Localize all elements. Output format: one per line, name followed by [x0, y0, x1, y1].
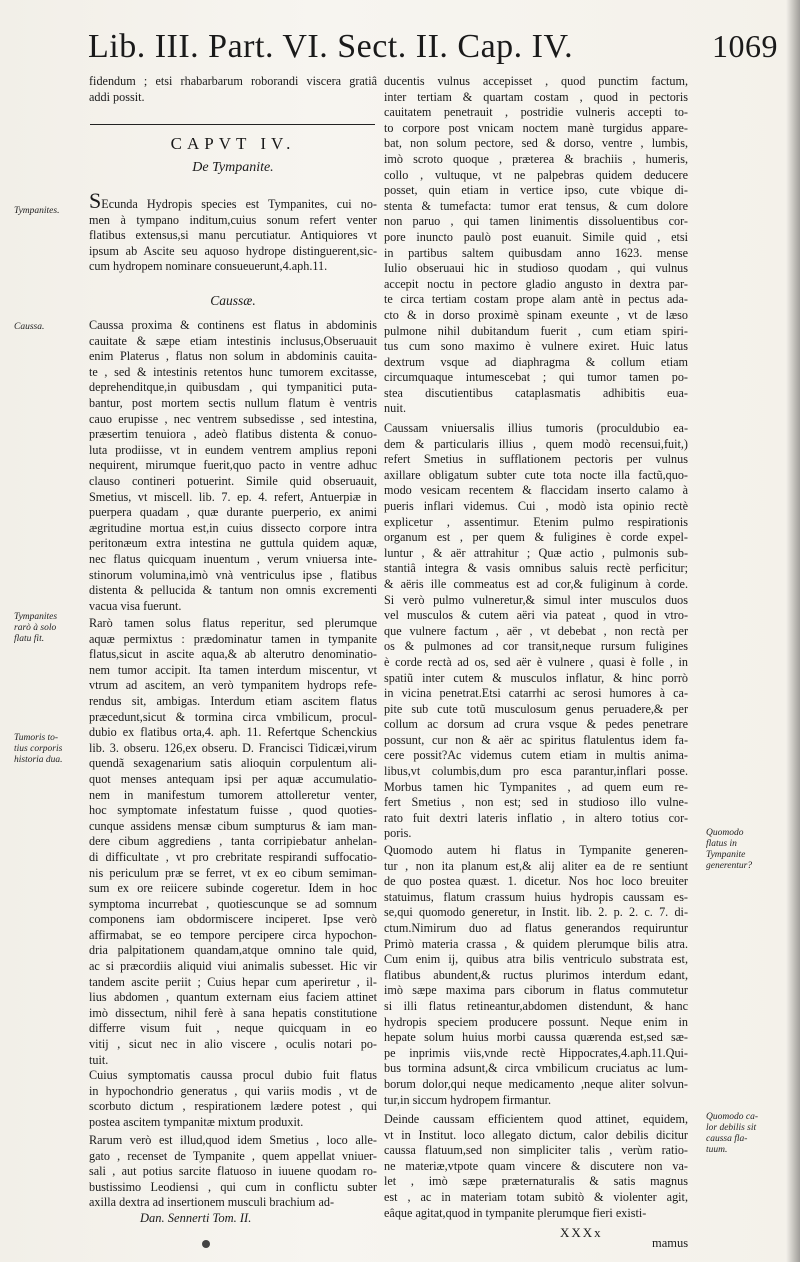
text-line: bat, non solum pectore, sed & dorso, ventre , lumbis,	[384, 136, 688, 151]
text-line: in vicina penetrat.Etsi catarrhi ac serosi humores à ca-	[384, 686, 688, 701]
text-line: posset, quin etiam in vertice ipso, cute vbique di-	[384, 183, 688, 198]
right-paragraph-1	[384, 74, 688, 417]
text-line: collum ac dorsum ad crura vsque & pedes penetrare	[384, 717, 688, 732]
text-line: sali , aut potius sarcite flatuoso in iuuene quodam ro-	[89, 1164, 377, 1179]
text-line: inter tertiam & quartam costam , quod in pectoris	[384, 89, 688, 104]
text-line: gato , recenset de Tympanite , quem appellat vniuer-	[89, 1148, 377, 1163]
text-line: bantur, post mortem sectis nullum flatum è ventris	[89, 395, 377, 410]
page-number: 1069	[712, 28, 778, 64]
text-line: nec flatus quicquam inuentum , verum vniuersa inte-	[89, 551, 377, 566]
text-line: cauitatem penetrauit , postridie vulneris accepti to-	[384, 105, 688, 120]
text-line: stea discutientibus cataplasmatis adhibitis eua-	[384, 385, 688, 400]
text-line: sum ex ore reiicere subinde cogeretur. Idem in hoc	[89, 881, 377, 896]
text-line: quendã sexagenarium satis alioquin corpulentum ali-	[89, 756, 377, 771]
text-line: dria palpitationem quandam,atque omnino tale quid,	[89, 943, 377, 958]
text-line: explicetur , assentimur. Etenim pulmo respirationis	[384, 514, 688, 529]
text-line: præcedunt,sicut & tormina circa vmbilicum, procul-	[89, 709, 377, 724]
text-line: vacua visa fuerunt.	[89, 598, 182, 613]
text-line: dere cibum aggrediens , tanta corripiebatur anhelan-	[89, 834, 377, 849]
text-line: addi possit.	[89, 89, 145, 104]
text-line: tus cum sono maximo è vulnere exiret. Huic latus	[384, 339, 688, 354]
drop-cap: S	[89, 193, 102, 213]
text-line: axilla dextra ad insertionem musculi brachium ad-	[89, 1195, 335, 1210]
chapter-subtitle: De Tympanite.	[192, 160, 274, 175]
text-line: rendus sit, ambigas. Interdum etiam ascitem flatus	[89, 693, 377, 708]
text-line: os & pulmones ad cor transit,neque rursum fuligines	[384, 639, 688, 654]
text-line: vitij , sicut nec in alio viscere , oculis notari po-	[89, 1037, 377, 1052]
signature-mark: XXXx	[560, 1225, 603, 1240]
text-line: se,qui quomodo generetur, in Instit. lib. 2. p. 2. c. 7. di-	[384, 905, 688, 920]
margin-note-calor: Quomodo ca- lor debilis sit caussa fla- tuum.	[706, 1112, 758, 1155]
text-line: ægritudine mortua est,in cuius dissecto corpore intra	[89, 520, 377, 535]
text-line: lib. 3. obseru. 126,ex obseru. D. Francisci Tidicæi,virum	[89, 740, 377, 755]
text-line: affirmabat, se eo tempore percipere circa hypochon-	[89, 927, 377, 942]
text-line: in hypochondrio generatus , qui variis modis , vt de	[89, 1083, 377, 1098]
text-line: pite sub cute totũ musculosum genus peruadere,& per	[384, 701, 688, 716]
text-line: pe inprimis viis,vnde rectè Hippocrates,4.aph.11.Qui-	[384, 1045, 688, 1060]
text-line: cum hydropem nominare consueuerunt,4.aph.11.	[89, 259, 328, 274]
text-line: modo vesicam recentem & flaccidam inserto calamo à	[384, 483, 688, 498]
text-line: ipsum ab Ascite seu aquoso hydrope distinguerent,sic-	[89, 243, 377, 258]
text-line: libus,vt columbis,dum pro esca parantur,inflari posse.	[384, 764, 688, 779]
text-line: imò sæpe maxima pars ciborum in flatus commutetur	[384, 983, 688, 998]
left-top-text	[89, 74, 377, 105]
margin-note-tumoris: Tumoris to- tius corporis historia dua.	[14, 733, 63, 765]
text-line: circumquaque intumescebat ; qui tumor tamen po-	[384, 370, 688, 385]
text-line: nem tumor accipit. Ita tamen interdum miscentur, vt	[89, 662, 377, 677]
text-line: deprehenditque,in quibusdam , qui tympanitici puta-	[89, 380, 377, 395]
text-line: SEcunda Hydropis species est Tympanites, cui no-	[89, 193, 377, 213]
text-line: nis periculum præ se ferret, vt ex eo cibum semiman-	[89, 865, 377, 880]
chapter-heading: CAPVT IV.	[170, 134, 296, 153]
text-line: Si verò pulmo vulneretur,& simul inter musculos duos	[384, 592, 688, 607]
right-paragraph-3	[384, 843, 688, 1108]
text-line: accepit noctu in pectore gladio angusto in dextra par-	[384, 276, 688, 291]
text-line: ducentis vulnus accepisset , quod punctim factum,	[384, 74, 688, 88]
text-line: organum est , per quem & fuligines è corde expel-	[384, 530, 688, 545]
text-line: luntur , & aër attrahitur ; Quæ actio , pulmonis sub-	[384, 545, 688, 560]
text-line: te , sed & intestinis retentos hunc tumorem excitasse,	[89, 364, 377, 379]
text-line: stinorum volumina,imò vnà ventriculus ipse , flatibus	[89, 567, 377, 582]
caussae-heading: Caussæ.	[210, 293, 256, 308]
ink-spot	[202, 1240, 210, 1248]
text-line: Caussa proxima & continens est flatus in abdominis	[89, 318, 377, 332]
text-line: cto & in dorso proximè spinam exeunte , vt de læso	[384, 307, 688, 322]
text-line: cere possit?Ac videmus cutem etiam in multis anima-	[384, 748, 688, 763]
text-line: non paruo , qui tamen linimentis dissoluentibus cor-	[384, 214, 688, 229]
text-line: Rarò tamen solus flatus reperitur, sed plerumque	[89, 616, 377, 630]
text-line: ne materiæ,vtpote quam vincere & discutere non va-	[384, 1158, 688, 1173]
text-line: hydropis speciem producere possunt. Neque enim in	[384, 1014, 688, 1029]
text-line: flatus,sicut in ascite aqua,& ab alterutro denominatio-	[89, 647, 377, 662]
text-line: Cuius symptomatis caussa procul dubio fuit flatus	[89, 1068, 377, 1082]
text-line: clauso contineri potuerint. Simile quid obseruauit,	[89, 473, 377, 488]
text-line: que vulnere factum , aër , vt debebat , non rectà per	[384, 623, 688, 638]
text-line: spatiũ inter cutem & musculos inflatur, & hinc porrò	[384, 670, 688, 685]
text-line: è corde rectà ad os, sed aër è vulnere , quasi è folle , in	[384, 654, 688, 669]
text-line: di difficultate , vt pro crebritate respirandi suffocatio-	[89, 849, 377, 864]
text-line: Caussam vniuersalis illius tumoris (proculdubio ea-	[384, 421, 688, 435]
text-line: si illi flatus retineantur,abdomen distendunt, & hanc	[384, 998, 688, 1013]
text-line: hepate solum huius morbi caussa quærenda est,sed sæ-	[384, 1030, 688, 1045]
text-line: vt in Institut. loco allegato dictum, calor debilis dicitur	[384, 1127, 688, 1142]
text-line: lius abdomen , quantum externam eius faciem attinet	[89, 990, 377, 1005]
text-line: Deinde caussam efficientem quod attinet, equidem,	[384, 1112, 688, 1126]
text-line: quot menses antequam ipsi per aquæ accumulatio-	[89, 771, 377, 786]
text-line: fert Smetius , non est; sed in studioso illo vulne-	[384, 795, 688, 810]
text-line: eâque agitat,quod in tympanite plerumque fieri existi-	[384, 1205, 647, 1220]
text-line: nequirent, mirumque fuerit,quo pacto in ventre adhuc	[89, 458, 377, 473]
catchword: mamus	[652, 1236, 689, 1250]
text-line: ctum.Nimirum duo ad flatus generandos requiruntur	[384, 920, 688, 935]
text-line: cunque assidens mensæ cibum sumpturus & iam man-	[89, 818, 377, 833]
text-line: dubio ex flatibus orta,4. aph. 11. Refertque Schenckius	[89, 725, 377, 740]
text-line: aquæ permixtus : prædominatur tamen in tympanite	[89, 631, 377, 646]
text-line: imò dissectum, nihil ferè à sana hepatis constitutione	[89, 1005, 377, 1020]
text-line: pueris inflari videmus. Cui , modò ista opinio rectè	[384, 498, 688, 513]
text-line: fidendum ; etsi rhabarbarum roborandi viscera gratiâ	[89, 74, 377, 88]
text-line: men à tympano inditum,cuius sonum refert venter	[89, 212, 377, 227]
text-line: puerpera quadam , quæ durante puerperio, ex animi	[89, 505, 377, 520]
text-line: refert Smetius in sufflationem pectoris per vulnus	[384, 452, 688, 467]
section-rule	[90, 124, 375, 125]
text-line: bus tormina adsunt,& circa vmbilicum cruciatus ac lum-	[384, 1061, 688, 1076]
text-line: tandem ascite periit ; Cuius hepar cum aperiretur , il-	[89, 974, 377, 989]
text-line: in partibus saltem quibusdam anno 1623. mense	[384, 245, 688, 260]
text-line: collo , vultuque, vt ne palpebras quidem deducere	[384, 167, 688, 182]
text-line: cauo erupisse , nec ventrem subsedisse , sed intestina,	[89, 411, 377, 426]
running-header	[88, 28, 778, 80]
text-line: tur , non ita planum est,& alij aliter ea de re sentiunt	[384, 858, 688, 873]
text-line: borum dolor,qui neque medicamento ,neque aliter solvun-	[384, 1076, 688, 1091]
text-line: Quomodo autem hi flatus in Tympanite generen-	[384, 843, 688, 857]
right-paragraph-4	[384, 1112, 688, 1221]
page-edge-shadow	[786, 0, 800, 1262]
text-line: est , ac in materiam totam subitò & violenter agit,	[384, 1189, 688, 1204]
text-line: symptoma incurrebat , quotiescunque se ad somnum	[89, 896, 377, 911]
margin-note-tympanites: Tympanites.	[14, 206, 60, 216]
text-line: imò scroto quoque , præterea & brachiis , humeris,	[384, 151, 688, 166]
text-line: postea ascitem tympanitæ mixtum produxit.	[89, 1114, 304, 1129]
header-title: Lib. III. Part. VI. Sect. II. Cap. IV.	[88, 28, 574, 65]
text-line: dextrum vsque ad diaphragma & collum etiam	[384, 354, 688, 369]
footer-volume: Dan. Sennerti Tom. II.	[140, 1211, 252, 1225]
text-line: poris.	[384, 826, 412, 841]
text-line: differre visum fuit , neque quicquam in eo	[89, 1021, 377, 1036]
text-line: stantiâ integra & vasis omnibus saluis rectè perficitur;	[384, 561, 688, 576]
text-line: tuit.	[89, 1052, 109, 1067]
text-line: ac si præcordiis aliquid viui animalis subesset. Hic vir	[89, 959, 377, 974]
text-line: Rarum verò est illud,quod idem Smetius , loco alle-	[89, 1133, 377, 1147]
paragraph-rarum	[89, 1133, 377, 1211]
paragraph-raro	[89, 616, 377, 1068]
text-line: rato fuit dextri lateris inflatio , in altero totius cor-	[384, 810, 688, 825]
text-line: Iulio obseruaui hic in studioso quodam , qui vulnus	[384, 261, 688, 276]
text-line: vtrum ad ascitem, an verò tympanitem hydrops refe-	[89, 678, 377, 693]
text-line: hoc symptomate infestatum fuisse , quod quoties-	[89, 803, 377, 818]
paragraph-symptoma	[89, 1068, 377, 1130]
text-line: Smetius, vt miscell. lib. 7. ep. 4. refert, Antuerpiæ in	[89, 489, 377, 504]
text-line: Primò materia crassa , & quidem plerumque bilis atra.	[384, 936, 688, 951]
text-line: pulmone nihil dubitandum fuerit , cum etiam spiri-	[384, 323, 688, 338]
text-line: dem & particularis illius , quem modò recensui,fuit,)	[384, 436, 688, 451]
text-line: nuit.	[384, 401, 407, 416]
text-line: axillare obligatum subter cute tota nocte illa factũ,quo-	[384, 467, 688, 482]
text-line: flatibus extensus,si manu percutiatur. Antiquiores vt	[89, 228, 377, 243]
paragraph-caussa	[89, 318, 377, 614]
text-line: cauitate & sæpe etiam intestinis inclusus,Obseruauit	[89, 333, 377, 348]
margin-note-quomodo: Quomodo flatus in Tympanite generentur?	[706, 828, 753, 871]
text-line: let , imò sæpe præternaturalis & satis magnus	[384, 1174, 688, 1189]
margin-note-rarus: Tympanites rarò à solo flatu fit.	[14, 612, 58, 644]
text-line: & aëris ille commeatus est ad cor,& fuliginum à corde.	[384, 576, 688, 591]
text-line: pore inuncto paulò post euanuit. Simile quid , etsi	[384, 229, 688, 244]
text-line: stenta & tumefacta: tumor erat tensus, & cum dolore	[384, 198, 688, 213]
text-line: luta prodiisse, vt in eundem ventrem amplius reponi	[89, 442, 377, 457]
text-line: caussa flatuum,sed non simpliciter talis , verùm ratio-	[384, 1143, 688, 1158]
paragraph-intro	[89, 193, 377, 275]
text-line: scorbuto dictum , respirationem lædere potest , qui	[89, 1099, 377, 1114]
text-line: Morbus tamen hic Tympanites , ad quem eum re-	[384, 779, 688, 794]
text-line: componens iam obdormiscere inciperet. Ipse verò	[89, 912, 377, 927]
text-line: statuimus, flatum crassum huius hydropis caussam es-	[384, 889, 688, 904]
right-paragraph-2	[384, 421, 688, 842]
text-line: tur,in siccum hydropem firmantur.	[384, 1092, 552, 1107]
text-line: possunt, cur non & aër ac spiritus flatulentus idem fa-	[384, 732, 688, 747]
text-line: bustissimo Leodiensi , qui cum in conflictu subter	[89, 1179, 377, 1194]
text-line: nem in manifestum tumorem attolleretur venter,	[89, 787, 377, 802]
text-line: præsertim tenuiora , adeò flatibus distenta & conuo-	[89, 427, 377, 442]
margin-note-caussa: Caussa.	[14, 322, 45, 332]
text-line: distenta & pellucida & tantum non omnis excrementi	[89, 583, 377, 598]
text-line: enim Platerus , flatus non solum in abdominis cauita-	[89, 349, 377, 364]
text-line: flatibus abundent,& ructus plurimos interdum edant,	[384, 967, 688, 982]
text-line: te circa tertiam costam prope alam antè in pectus ada-	[384, 292, 688, 307]
text-line: peritonæum extra intestina ne guttula quidem aquæ,	[89, 536, 377, 551]
text-line: to corpore post vnicam noctem manè turgidus appare-	[384, 120, 688, 135]
text-line: vel musculos & cutem aëri via pateat , quod in vtro-	[384, 608, 688, 623]
text-line: de quo postea quæst. 1. dicetur. Nos hoc loco breuiter	[384, 874, 688, 889]
text-line: Cum enim ij, quibus atra bilis ventriculo substrata est,	[384, 952, 688, 967]
